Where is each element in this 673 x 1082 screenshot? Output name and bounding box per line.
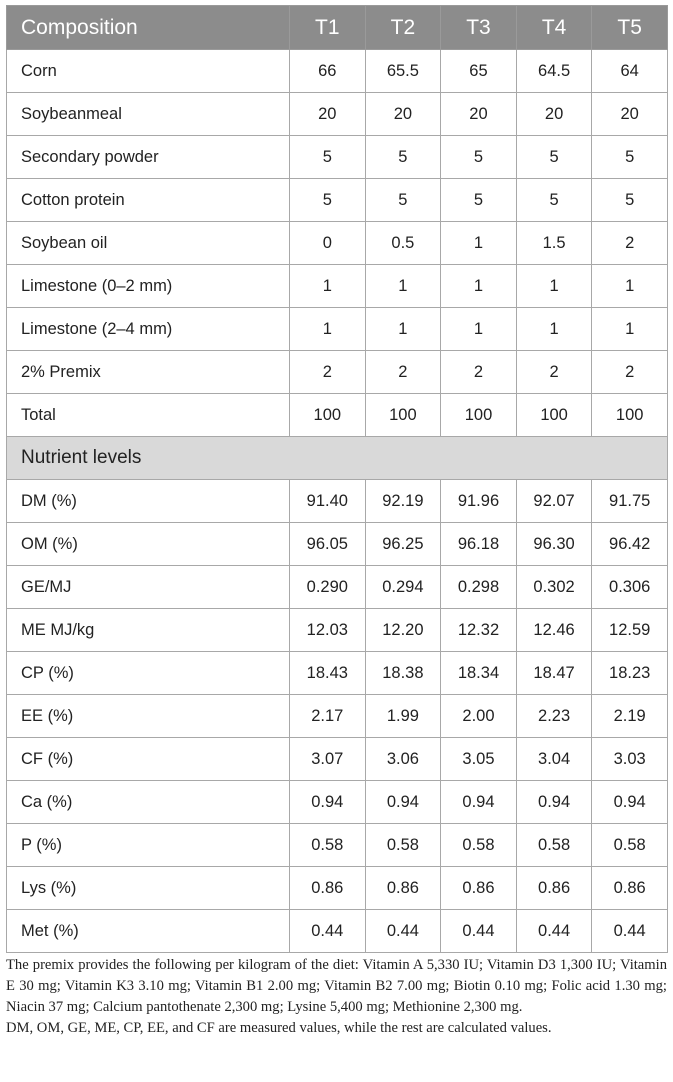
cell-t2: 0.58 [365, 824, 441, 867]
cell-t2: 92.19 [365, 480, 441, 523]
row-label: Corn [7, 50, 290, 93]
cell-t3: 0.298 [441, 566, 517, 609]
cell-t1: 1 [290, 265, 366, 308]
table-header-row [7, 6, 668, 50]
cell-t3: 0.86 [441, 867, 517, 910]
cell-t2: 0.94 [365, 781, 441, 824]
cell-t4: 18.47 [516, 652, 592, 695]
cell-t1: 2 [290, 351, 366, 394]
cell-t5: 12.59 [592, 609, 668, 652]
table-row [7, 351, 668, 394]
cell-t3: 1 [441, 222, 517, 265]
cell-t2: 3.06 [365, 738, 441, 781]
cell-t3: 1 [441, 265, 517, 308]
header-t3: T3 [441, 6, 517, 50]
cell-t5: 0.44 [592, 910, 668, 953]
cell-t3: 5 [441, 179, 517, 222]
cell-t3: 20 [441, 93, 517, 136]
cell-t1: 100 [290, 394, 366, 437]
cell-t4: 1 [516, 265, 592, 308]
row-label: Cotton protein [7, 179, 290, 222]
row-label: P (%) [7, 824, 290, 867]
row-label: 2% Premix [7, 351, 290, 394]
footnote-premix: The premix provides the following per kilogram of the diet: Vitamin A 5,330 IU; Vitamin D3 1,300 IU; Vitamin E 30 mg; Vitamin K3 3.10 mg; Vitamin B1 2.00 mg; Vitamin B2 7.00 mg; Biotin 0.10 mg; Folic acid 1.30 mg; Niacin 37 mg; Calcium pantothenate 2,300 mg; Lysine 5,400 mg; Methionine 2,300 mg. [6, 957, 667, 1015]
cell-t2: 96.25 [365, 523, 441, 566]
cell-t1: 2.17 [290, 695, 366, 738]
cell-t1: 5 [290, 179, 366, 222]
table-row [7, 222, 668, 265]
cell-t3: 0.44 [441, 910, 517, 953]
cell-t1: 66 [290, 50, 366, 93]
cell-t2: 0.294 [365, 566, 441, 609]
cell-t4: 5 [516, 136, 592, 179]
footnote-measured: DM, OM, GE, ME, CP, EE, and CF are measured values, while the rest are calculated values. [6, 1020, 552, 1036]
cell-t5: 0.306 [592, 566, 668, 609]
header-composition: Composition [7, 6, 290, 50]
cell-t3: 96.18 [441, 523, 517, 566]
cell-t4: 20 [516, 93, 592, 136]
cell-t3: 12.32 [441, 609, 517, 652]
cell-t2: 100 [365, 394, 441, 437]
cell-t5: 0.58 [592, 824, 668, 867]
cell-t1: 3.07 [290, 738, 366, 781]
table-row [7, 910, 668, 953]
cell-t1: 91.40 [290, 480, 366, 523]
cell-t2: 0.86 [365, 867, 441, 910]
diet-composition-table [6, 5, 668, 953]
table-row [7, 308, 668, 351]
cell-t3: 2.00 [441, 695, 517, 738]
cell-t5: 5 [592, 179, 668, 222]
cell-t1: 20 [290, 93, 366, 136]
cell-t4: 0.44 [516, 910, 592, 953]
cell-t4: 1 [516, 308, 592, 351]
section-row [7, 437, 668, 480]
cell-t2: 12.20 [365, 609, 441, 652]
row-label: ME MJ/kg [7, 609, 290, 652]
section-title: Nutrient levels [7, 437, 668, 480]
row-label: Total [7, 394, 290, 437]
cell-t3: 2 [441, 351, 517, 394]
cell-t4: 92.07 [516, 480, 592, 523]
cell-t2: 0.5 [365, 222, 441, 265]
cell-t5: 1 [592, 308, 668, 351]
cell-t5: 18.23 [592, 652, 668, 695]
table-row [7, 695, 668, 738]
row-label: Limestone (2–4 mm) [7, 308, 290, 351]
cell-t3: 18.34 [441, 652, 517, 695]
table-row [7, 652, 668, 695]
table-row [7, 824, 668, 867]
row-label: Secondary powder [7, 136, 290, 179]
row-label: EE (%) [7, 695, 290, 738]
row-label: OM (%) [7, 523, 290, 566]
table-row [7, 609, 668, 652]
table-row [7, 480, 668, 523]
cell-t4: 0.58 [516, 824, 592, 867]
table-footnotes [6, 955, 667, 1039]
cell-t3: 0.94 [441, 781, 517, 824]
cell-t1: 0.58 [290, 824, 366, 867]
cell-t4: 0.86 [516, 867, 592, 910]
cell-t3: 65 [441, 50, 517, 93]
cell-t4: 0.94 [516, 781, 592, 824]
table-row [7, 50, 668, 93]
cell-t3: 3.05 [441, 738, 517, 781]
diet-composition-table-container [6, 5, 667, 953]
cell-t1: 0 [290, 222, 366, 265]
cell-t4: 64.5 [516, 50, 592, 93]
table-row [7, 738, 668, 781]
row-label: Lys (%) [7, 867, 290, 910]
cell-t4: 100 [516, 394, 592, 437]
cell-t5: 0.86 [592, 867, 668, 910]
cell-t1: 0.44 [290, 910, 366, 953]
row-label: CF (%) [7, 738, 290, 781]
nutrient-section [7, 437, 668, 480]
cell-t2: 20 [365, 93, 441, 136]
row-label: CP (%) [7, 652, 290, 695]
cell-t2: 1 [365, 265, 441, 308]
cell-t3: 91.96 [441, 480, 517, 523]
row-label: Soybean oil [7, 222, 290, 265]
cell-t4: 12.46 [516, 609, 592, 652]
cell-t2: 1.99 [365, 695, 441, 738]
cell-t5: 5 [592, 136, 668, 179]
cell-t2: 65.5 [365, 50, 441, 93]
cell-t2: 0.44 [365, 910, 441, 953]
cell-t3: 5 [441, 136, 517, 179]
cell-t5: 100 [592, 394, 668, 437]
cell-t1: 0.86 [290, 867, 366, 910]
cell-t5: 20 [592, 93, 668, 136]
cell-t5: 96.42 [592, 523, 668, 566]
cell-t1: 96.05 [290, 523, 366, 566]
table-row [7, 867, 668, 910]
cell-t4: 5 [516, 179, 592, 222]
table-row [7, 394, 668, 437]
cell-t4: 0.302 [516, 566, 592, 609]
table-row [7, 179, 668, 222]
cell-t1: 18.43 [290, 652, 366, 695]
cell-t3: 100 [441, 394, 517, 437]
nutrient-rows [7, 480, 668, 953]
row-label: Ca (%) [7, 781, 290, 824]
cell-t4: 1.5 [516, 222, 592, 265]
table-row [7, 781, 668, 824]
header-t5: T5 [592, 6, 668, 50]
cell-t5: 2.19 [592, 695, 668, 738]
cell-t5: 2 [592, 222, 668, 265]
cell-t3: 1 [441, 308, 517, 351]
table-row [7, 523, 668, 566]
row-label: GE/MJ [7, 566, 290, 609]
cell-t4: 3.04 [516, 738, 592, 781]
cell-t2: 5 [365, 136, 441, 179]
cell-t4: 96.30 [516, 523, 592, 566]
row-label: Soybeanmeal [7, 93, 290, 136]
table-row [7, 265, 668, 308]
cell-t5: 2 [592, 351, 668, 394]
cell-t5: 3.03 [592, 738, 668, 781]
cell-t2: 2 [365, 351, 441, 394]
cell-t1: 0.290 [290, 566, 366, 609]
cell-t2: 1 [365, 308, 441, 351]
header-t1: T1 [290, 6, 366, 50]
composition-rows [7, 50, 668, 437]
cell-t4: 2 [516, 351, 592, 394]
cell-t5: 91.75 [592, 480, 668, 523]
cell-t1: 0.94 [290, 781, 366, 824]
table-row [7, 566, 668, 609]
cell-t5: 0.94 [592, 781, 668, 824]
table-row [7, 93, 668, 136]
row-label: Met (%) [7, 910, 290, 953]
cell-t1: 1 [290, 308, 366, 351]
cell-t1: 12.03 [290, 609, 366, 652]
cell-t4: 2.23 [516, 695, 592, 738]
cell-t1: 5 [290, 136, 366, 179]
cell-t5: 64 [592, 50, 668, 93]
cell-t5: 1 [592, 265, 668, 308]
row-label: DM (%) [7, 480, 290, 523]
cell-t2: 18.38 [365, 652, 441, 695]
header-t2: T2 [365, 6, 441, 50]
cell-t2: 5 [365, 179, 441, 222]
table-row [7, 136, 668, 179]
cell-t3: 0.58 [441, 824, 517, 867]
row-label: Limestone (0–2 mm) [7, 265, 290, 308]
header-t4: T4 [516, 6, 592, 50]
